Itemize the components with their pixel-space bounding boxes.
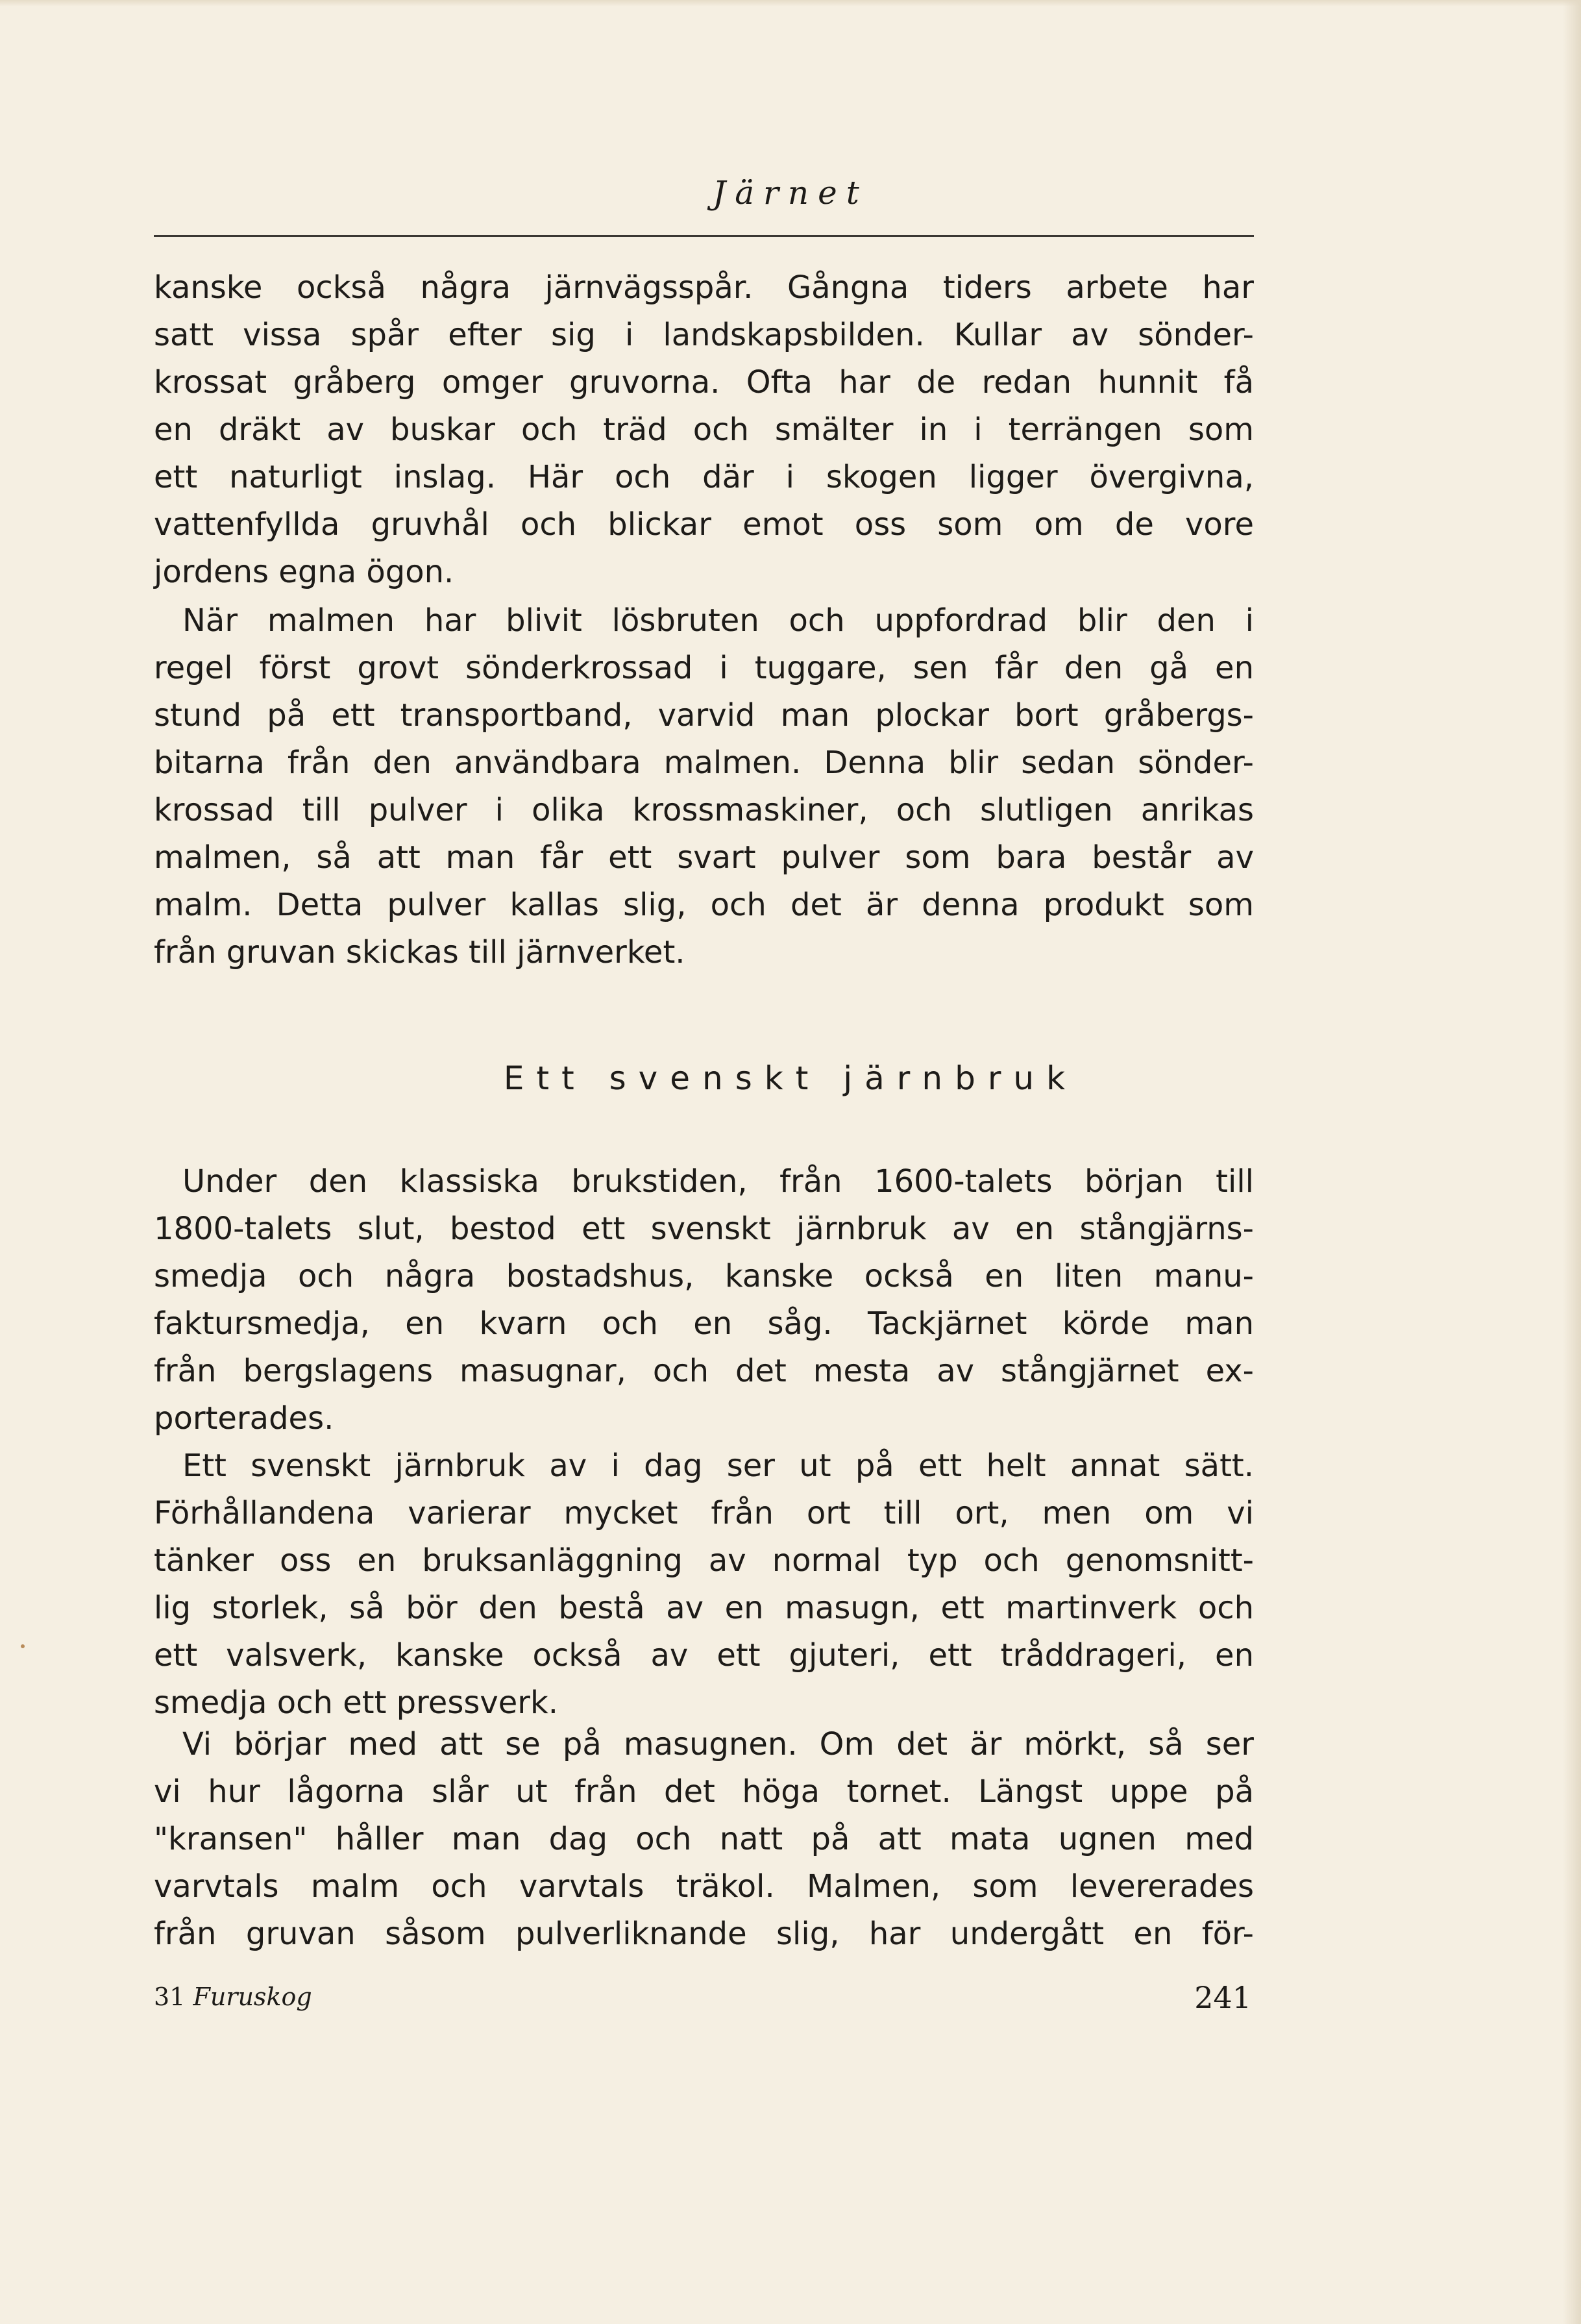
line: från bergslagens masugnar, och det mesta av stångjärnet ex-	[154, 1353, 1254, 1389]
line: 1800-talets slut, bestod ett svenskt järnbruk av en stångjärns-	[154, 1211, 1254, 1247]
paragraph	[154, 1721, 1254, 1958]
line: malmen, så att man får ett svart pulver som bara består av	[154, 839, 1254, 876]
line: ett naturligt inslag. Här och där i skogen ligger övergivna,	[154, 459, 1254, 495]
page-edge	[0, 0, 1581, 6]
section-heading: Ett svenskt järnbruk	[503, 1059, 1078, 1097]
line: malm. Detta pulver kallas slig, och det är denna produkt som	[154, 887, 1254, 923]
line: stund på ett transportband, varvid man plockar bort gråbergs-	[154, 697, 1254, 734]
line: Förhållandena varierar mycket från ort till ort, men om vi	[154, 1495, 1254, 1531]
line: tänker oss en bruksanläggning av normal typ och genomsnitt-	[154, 1542, 1254, 1579]
section-2-body	[154, 1158, 1254, 1442]
line: När malmen har blivit lösbruten och uppfordrad blir den i	[182, 602, 1254, 639]
line: smedja och ett pressverk.	[154, 1685, 559, 1721]
line: vattenfyllda gruvhål och blickar emot oss som om de vore	[154, 506, 1254, 543]
page-edge	[1563, 0, 1581, 2324]
line: regel först grovt sönderkrossad i tuggare, sen får den gå en	[154, 650, 1254, 686]
signature-number: 31	[154, 1983, 186, 2011]
line: smedja och några bostadshus, kanske också en liten manu-	[154, 1258, 1254, 1294]
line: faktursmedja, en kvarn och en såg. Tackjärnet körde man	[154, 1305, 1254, 1342]
line: porterades.	[154, 1400, 334, 1437]
paragraph	[154, 597, 1254, 976]
line: Under den klassiska brukstiden, från 1600-talets början till	[182, 1163, 1254, 1200]
running-title: Järnet	[713, 174, 868, 212]
line: en dräkt av buskar och träd och smälter in i terrängen som	[154, 412, 1254, 448]
line: kanske också några järnvägsspår. Gångna tiders arbete har	[154, 269, 1254, 306]
page-number: 241	[1194, 1980, 1251, 2015]
line: Vi börjar med att se på masugnen. Om det är mörkt, så ser	[182, 1726, 1254, 1762]
line: från gruvan skickas till järnverket.	[154, 934, 685, 970]
line: ett valsverk, kanske också av ett gjuteri, ett tråddrageri, en	[154, 1637, 1254, 1674]
section-1-body	[154, 597, 1254, 976]
line: varvtals malm och varvtals träkol. Malmen, som levererades	[154, 1868, 1254, 1905]
line: från gruvan såsom pulverliknande slig, har undergått en för-	[154, 1916, 1254, 1952]
paper-speck	[21, 1644, 25, 1648]
line: Ett svenskt järnbruk av i dag ser ut på ett helt annat sätt.	[182, 1448, 1254, 1484]
header-rule	[154, 235, 1254, 237]
line: satt vissa spår efter sig i landskapsbilden. Kullar av sönder-	[154, 317, 1254, 353]
signature-name: Furuskog	[193, 1983, 312, 2011]
line: jordens egna ögon.	[154, 554, 454, 590]
printer-signature	[154, 1983, 312, 2011]
line: vi hur lågorna slår ut från det höga tornet. Längst uppe på	[154, 1774, 1254, 1810]
line: krossat gråberg omger gruvorna. Ofta har de redan hunnit få	[154, 364, 1254, 401]
section-2-body	[154, 1721, 1254, 1958]
line: "kransen" håller man dag och natt på att mata ugnen med	[154, 1821, 1254, 1857]
paragraph	[154, 264, 1254, 596]
section-2-body	[154, 1442, 1254, 1727]
line: bitarna från den användbara malmen. Denna blir sedan sönder-	[154, 745, 1254, 781]
paragraph	[154, 1158, 1254, 1442]
section-1-body	[154, 264, 1254, 596]
line: krossad till pulver i olika krossmaskiner, och slutligen anrikas	[154, 792, 1254, 828]
line: lig storlek, så bör den bestå av en masugn, ett martinverk och	[154, 1590, 1254, 1626]
paragraph	[154, 1442, 1254, 1727]
